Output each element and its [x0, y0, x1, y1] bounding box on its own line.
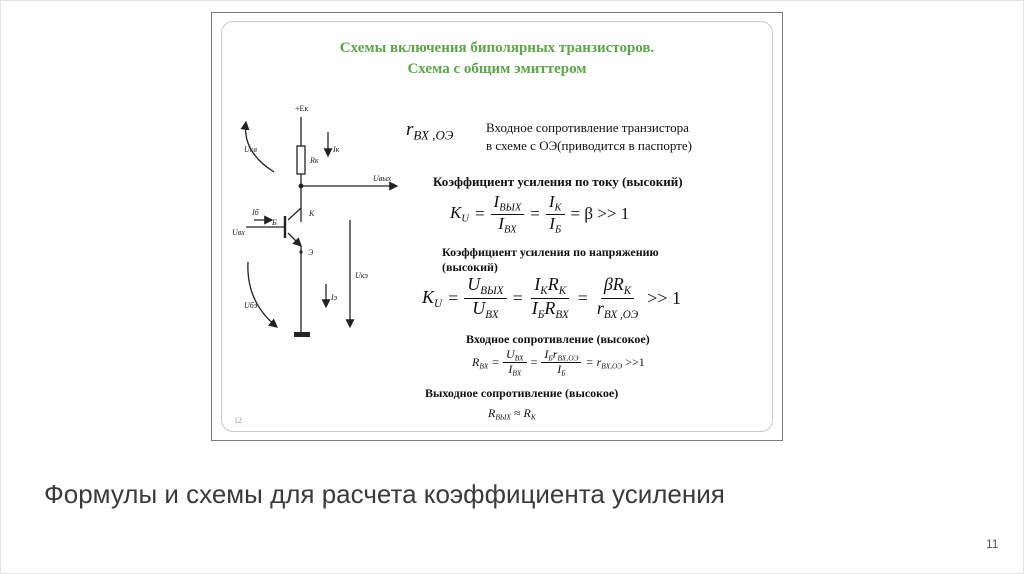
- rin-description: [486, 119, 692, 155]
- ki-fraction-out-in: $\frac{I_{ВЫХ}}{I_{ВХ}}$: [491, 193, 525, 236]
- ube-bottom-label: Uбэ: [244, 301, 258, 310]
- ku-equals-1: =: [448, 287, 459, 308]
- ki-fraction-ik-ib: $\frac{I_К}{I_Б}$: [546, 193, 565, 236]
- figure-small-page-number: 12: [234, 416, 242, 425]
- scanned-figure: [211, 12, 783, 441]
- base-label: Б: [272, 218, 277, 227]
- ki-lhs: $K_U$: [450, 203, 469, 226]
- collector-resistor: [297, 146, 305, 174]
- common-emitter-circuit: [222, 22, 432, 431]
- ku-lhs: $K_U$: [422, 286, 443, 310]
- ie-label: Iэ: [331, 293, 338, 302]
- rin-tail: = $r_{ВХ,ОЭ} >>1$: [585, 355, 645, 371]
- figure-title-line-1: Схемы включения биполярных транзисторов.: [339, 40, 655, 56]
- ki-equals-2: =: [530, 204, 540, 224]
- voltage-gain-heading: [442, 245, 659, 275]
- figure-inner-frame: [221, 21, 773, 432]
- rout-lhs: $R_{ВЫХ}$: [488, 406, 511, 422]
- voltage-gain-heading-line-1: Коэффициент усиления по напряжению: [442, 245, 659, 259]
- ku-equals-3: =: [577, 287, 588, 308]
- ku-tail: >> 1: [647, 287, 681, 308]
- rout-rhs: ≈ $R_К$: [513, 406, 536, 422]
- current-gain-heading: Коэффициент усиления по току (высокий): [433, 174, 683, 189]
- page-number: 11: [986, 537, 999, 551]
- current-gain-formula: [450, 193, 629, 236]
- ki-tail: = β >> 1: [570, 204, 630, 224]
- rin-description-line-2: в схеме с ОЭ(приводится в паспорте): [486, 138, 692, 153]
- rin-symbol-letter: r: [406, 119, 414, 140]
- rk-label: Rк: [310, 156, 319, 165]
- ku-fraction-uout-uin: $\frac{U_{ВЫХ}}{U_{ВХ}}$: [464, 275, 506, 321]
- figure-title-line-2: Схема с общим эмиттером: [407, 61, 587, 77]
- ku-equals-2: =: [512, 287, 523, 308]
- emitter-label: Э: [308, 248, 314, 257]
- ube-top-label: Uкв: [244, 145, 257, 154]
- rin-symbol: [406, 119, 453, 144]
- voltage-gain-heading-line-2: (высокий): [442, 260, 498, 274]
- uin-label: Uвх: [232, 228, 245, 237]
- uke-label: Uкэ: [355, 271, 368, 280]
- emitter-node: [299, 250, 302, 253]
- ki-equals-1: =: [474, 204, 485, 224]
- rin-symbol-sub: ВХ ,ОЭ: [413, 127, 454, 143]
- rin-fraction-ibr-ib: $\frac{I_Бr_{ВХ,ОЭ}}{I_Б}$: [541, 348, 581, 378]
- ku-fraction-ikrk-ibrin: $\frac{I_КR_К}{I_БR_{ВХ}}$: [531, 274, 569, 321]
- collector-label: К: [309, 209, 315, 218]
- input-resistance-formula: [472, 348, 645, 378]
- slide-caption: Формулы и схемы для расчета коэффициента усиления: [44, 479, 725, 509]
- input-resistance-heading: Входное сопротивление (высокое): [466, 332, 650, 346]
- rin-equals-1: =: [492, 355, 500, 370]
- emitter-lead: [288, 233, 301, 246]
- supply-label: +Eк: [295, 104, 309, 113]
- rin-description-line-1: Входное сопротивление транзистора: [486, 120, 689, 135]
- rin-fraction-uin-iin: $\frac{U_{ВХ}}{I_{ВХ}}$: [503, 348, 527, 378]
- collector-lead: [288, 208, 301, 220]
- uout-label: Uвых: [373, 174, 392, 183]
- ik-label: Iк: [333, 145, 340, 154]
- output-resistance-formula: [488, 406, 536, 422]
- ku-fraction-betark-rin: $\frac{\beta R_К}{r_{ВХ ,ОЭ}}$: [596, 274, 639, 321]
- ib-label: Iб: [252, 208, 259, 217]
- output-resistance-heading: Выходное сопротивление (высокое): [425, 386, 619, 400]
- rin-lhs: $R_{ВХ}$: [472, 355, 489, 371]
- ground-symbol: [294, 332, 310, 337]
- uin-bottom-arrow: [248, 262, 277, 327]
- rin-equals-2: =: [530, 355, 538, 370]
- voltage-gain-formula: [422, 275, 681, 321]
